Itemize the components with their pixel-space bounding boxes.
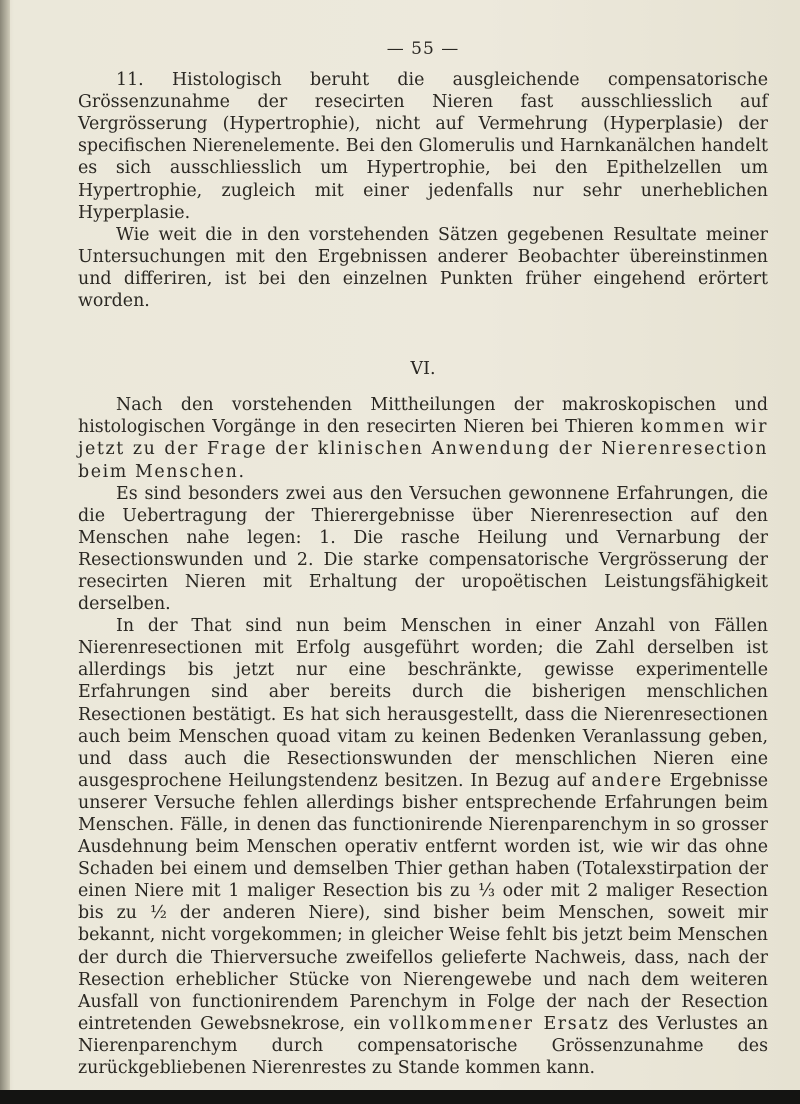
clinical-text-2: Ergebnisse unserer Versuche fehlen allerdings bisher entsprechende Erfahrungen beim Menschen. Fälle, in denen das functionirende Nierenparenchym in so grosser Ausdehnung beim Menschen operativ entfernt worden ist, wie wir das ohne Schaden bei einem und demselben Thier gethan haben (Totalexstirpation der einen Niere mit 1 maliger Resection bis zu ⅓ oder mit 2 maliger Resection bis zu ½ der anderen Niere), sind bisher beim Menschen, soweit mir bekannt, nicht vorgekommen; in gleicher Weise fehlt bis jetzt beim Menschen der durch die Thierversuche zweifellos gelieferte Nachweis, dass, nach der Resection erheblicher Stücke von Nierengewebe und nach dem weiteren Ausfall von functionirendem Parenchym in Folge der nach der Resection eintretenden Gewebsnekrose, ein bbox=[78, 770, 769, 1034]
clinical-text-3: des Verlustes an Nierenparenchym durch compensatorische Grössenzunahme des zurückgebliebenen Nierenrestes zu Stande kommen kann. bbox=[78, 1013, 769, 1079]
clinical-emphasis-ersatz: vollkommener Ersatz bbox=[388, 1013, 610, 1034]
scan-bottom-edge bbox=[0, 1090, 800, 1104]
clinical-emphasis-andere: andere bbox=[591, 770, 663, 791]
paragraph-experiences: Es sind besonders zwei aus den Versuchen gewonnene Erfahrungen, die die Uebertragung der Thierergebnisse über Nierenresection auf den Menschen nahe legen: 1. Die rasche Heilung und Vernarbung der Resectionswunden und 2. Die starke compensatorische Vergrösserung der resecirten Nieren mit Erhaltung der uropoëtischen Leistungsfähigkeit derselben. bbox=[78, 483, 768, 615]
paragraph-transition-text: Nach den vorstehenden Mittheilungen der makroskopischen und histologischen Vorgänge in den resecirten Nieren bei Thieren bbox=[78, 395, 768, 438]
clinical-text-1: In der That sind nun beim Menschen in einer Anzahl von Fällen Nierenresectionen mit Erfolg ausgeführt worden; die Zahl derselben ist allerdings bis jetzt nur eine beschränkte, gewisse experimentelle Erfahrungen sind aber bereits durch die bisherigen menschlichen Resectionen bestätigt. Es hat sich herausgestellt, dass die Nierenresectionen auch beim Menschen quoad vitam zu keinen Bedenken Veranlassung geben, und dass auch die Resectionswunden der menschlichen Nieren eine ausgesprochene Heilungstendenz besitzen. In Bezug auf bbox=[78, 616, 768, 791]
paragraph-transition bbox=[78, 394, 768, 482]
page-edge-shadow bbox=[0, 0, 10, 1104]
page-number: — 55 — bbox=[386, 39, 460, 59]
section-heading: VI. bbox=[410, 359, 436, 380]
page-text bbox=[78, 38, 768, 1079]
paragraph-comparison: Wie weit die in den vorstehenden Sätzen gegebenen Resultate meiner Untersuchungen mit den Ergebnissen anderer Beobachter übereinstinmen und differiren, ist bei den einzelnen Punkten früher eingehend erörtert worden. bbox=[78, 224, 768, 312]
paragraph-transition-emphasis: kommen wir jetzt zu der Frage der klinischen Anwendung der Nierenresection beim Menschen. bbox=[78, 417, 769, 482]
paragraph-clinical-cases bbox=[78, 615, 768, 1079]
paragraph-conclusion-11: 11. Histologisch beruht die ausgleichende compensatorische Grössenzunahme der resecirten Nieren fast ausschliesslich auf Vergrösserung (Hypertrophie), nicht auf Vermehrung (Hyperplasie) der specifischen Nierenelemente. Bei den Glomerulis und Harnkanälchen handelt es sich ausschliesslich um Hypertrophie, bei den Epithelzellen um Hypertrophie, zugleich mit einer jedenfalls nur sehr unerheblichen Hyperplasie. bbox=[78, 70, 768, 223]
